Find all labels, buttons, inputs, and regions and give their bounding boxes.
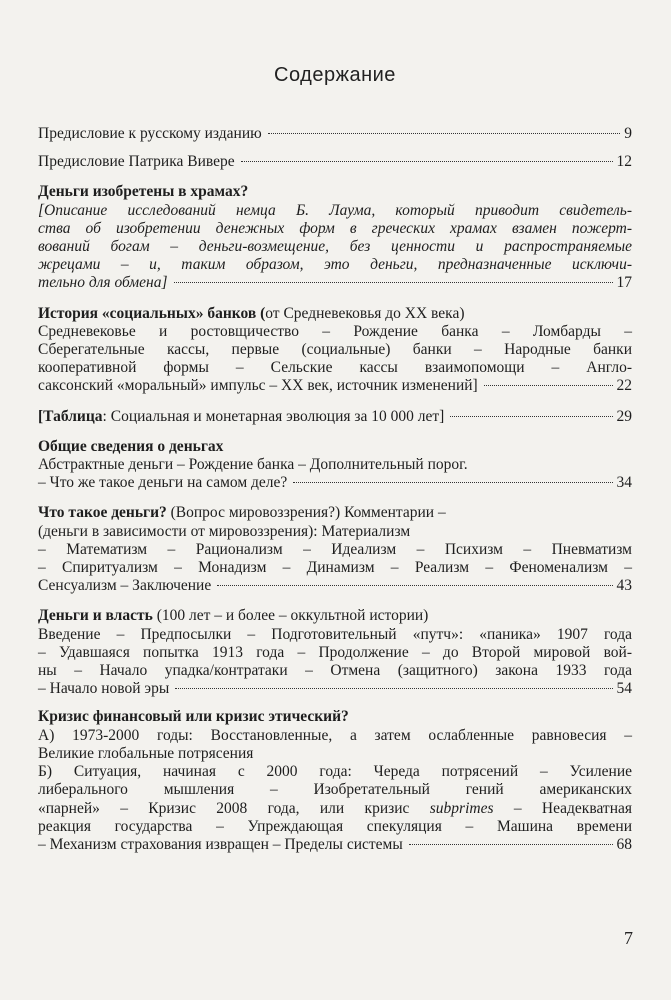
entry-line: (деньги в зависимости от мировоззрения): Материализм [38, 522, 411, 540]
toc-entry-foreword-ru[interactable] [38, 125, 632, 143]
entry-text [38, 408, 444, 426]
entry-line: кооперативной формы – Сельские кассы взаимопомощи – Англо- [38, 359, 632, 377]
entry-line: Введение – Предпосылки – Подготовительный «путч»: «паника» 1907 года [38, 625, 632, 643]
entry-line: – Механизм страхования извращен – Пределы системы [38, 835, 403, 853]
entry-line: А) 1973-2000 годы: Восстановленные, а затем ослабленные равновесия – [38, 726, 632, 744]
dot-leader [268, 133, 621, 134]
dot-leader [217, 585, 612, 586]
entry-line-italic: subprimes [429, 799, 494, 817]
entry-line: вований богам – деньги-возмещение, без ценности и распространяемые [38, 238, 632, 256]
page-ref: 22 [616, 377, 632, 395]
dot-leader [175, 688, 612, 689]
entry-text: Предисловие к русскому изданию [38, 125, 262, 142]
toc-entry-table[interactable] [38, 408, 632, 426]
toc-entry-general[interactable] [38, 438, 632, 493]
toc-entry-power[interactable] [38, 607, 632, 698]
page-ref: 12 [616, 153, 632, 171]
entry-heading-bold: Деньги и власть [38, 607, 153, 625]
dot-leader [409, 844, 613, 845]
entry-line: либерального мышления – Изобретательный гений американских [38, 781, 632, 799]
entry-heading [38, 504, 632, 522]
entry-line: [Описание исследований немца Б. Лаума, который приводит свидетель- [38, 201, 632, 219]
toc-entry-temples[interactable] [38, 183, 632, 292]
dot-leader [241, 161, 613, 162]
dot-leader [174, 282, 613, 283]
entry-text-rest: : Социальная и монетарная эволюция за 10 000 лет] [102, 407, 445, 425]
entry-line: ны – Начало упадка/контратаки – Отмена (защитного) закона 1933 года [38, 662, 632, 680]
entry-heading: Деньги изобретены в храмах? [38, 183, 249, 201]
entry-text: Предисловие Патрика Вивере [38, 153, 235, 171]
entry-line: жрецами – и, таким образом, это деньги, предназначенные исключи- [38, 256, 632, 274]
toc-page [38, 0, 632, 1000]
entry-heading [38, 607, 632, 625]
entry-line-part: «парней» – Кризис 2008 года, или кризис [38, 799, 430, 817]
toc-entries [38, 125, 632, 854]
toc-entry-foreword-viveret[interactable] [38, 153, 632, 171]
toc-entry-crisis[interactable] [38, 708, 632, 854]
page-ref: 34 [616, 474, 632, 492]
entry-heading-subtitle: (100 лет – и более – оккультной истории) [152, 607, 429, 625]
entry-line: Абстрактные деньги – Рождение банка – Дополнительный порог. [38, 456, 468, 474]
dot-leader [293, 482, 612, 483]
entry-line: – Что же такое деньги на самом деле? [38, 474, 288, 492]
toc-entry-what-money[interactable] [38, 504, 632, 595]
page-ref: 17 [616, 274, 632, 292]
entry-line: – Спиритуализм – Монадизм – Динамизм – Реализм – Феноменализм – [38, 559, 632, 577]
page-ref: 43 [616, 577, 632, 595]
page-number: 7 [624, 928, 633, 948]
page-title: Содержание [274, 64, 396, 86]
entry-line: ства об изобретении денежных форм в греческих храмах взамен пожерт- [38, 219, 632, 237]
entry-heading: Общие сведения о деньгах [38, 437, 224, 455]
entry-line: – Математизм – Рационализм – Идеализм – Психизм – Пневматизм [38, 540, 632, 558]
entry-line-part: – Неадекватная [493, 799, 632, 817]
dot-leader [450, 416, 612, 417]
entry-line: Великие глобальные потрясения [38, 744, 254, 762]
dot-leader [484, 385, 613, 386]
toc-entry-social-banks[interactable] [38, 305, 632, 396]
entry-line: саксонский «моральный» импульс – ХХ век, источник изменений] [38, 377, 478, 395]
page-ref: 68 [616, 835, 632, 853]
entry-line: Сберегательные кассы, первые (социальные) банки – Народные банки [38, 341, 632, 359]
page-ref: 54 [616, 680, 632, 698]
page-ref: 29 [616, 407, 632, 425]
entry-heading [38, 305, 632, 323]
entry-heading-bold: История «социальных» банков ( [38, 304, 266, 322]
entry-line: – Удавшаяся попытка 1913 года – Продолжение – до Второй мировой вой- [38, 643, 632, 661]
page-ref: 9 [624, 125, 632, 142]
entry-heading-subtitle: от Средневековья до ХХ века) [265, 304, 465, 322]
entry-heading-subtitle: (Вопрос мировоззрения?) Комментарии – [166, 504, 446, 522]
entry-line: реакция государства – Упреждающая спекуляция – Машина времени [38, 817, 632, 835]
entry-line: Средневековье и ростовщичество – Рождение банка – Ломбарды – [38, 322, 632, 340]
entry-line: – Начало новой эры [38, 680, 170, 698]
entry-line: Б) Ситуация, начиная с 2000 года: Череда потрясений – Усиление [38, 763, 632, 781]
entry-line: Сенсуализм – Заключение [38, 577, 212, 595]
entry-line: тельно для обмена] [38, 274, 168, 292]
entry-text-bold: [Таблица [38, 407, 103, 425]
entry-line [38, 800, 632, 818]
entry-heading: Кризис финансовый или кризис этический? [38, 708, 349, 726]
entry-heading-bold: Что такое деньги? [38, 504, 167, 522]
